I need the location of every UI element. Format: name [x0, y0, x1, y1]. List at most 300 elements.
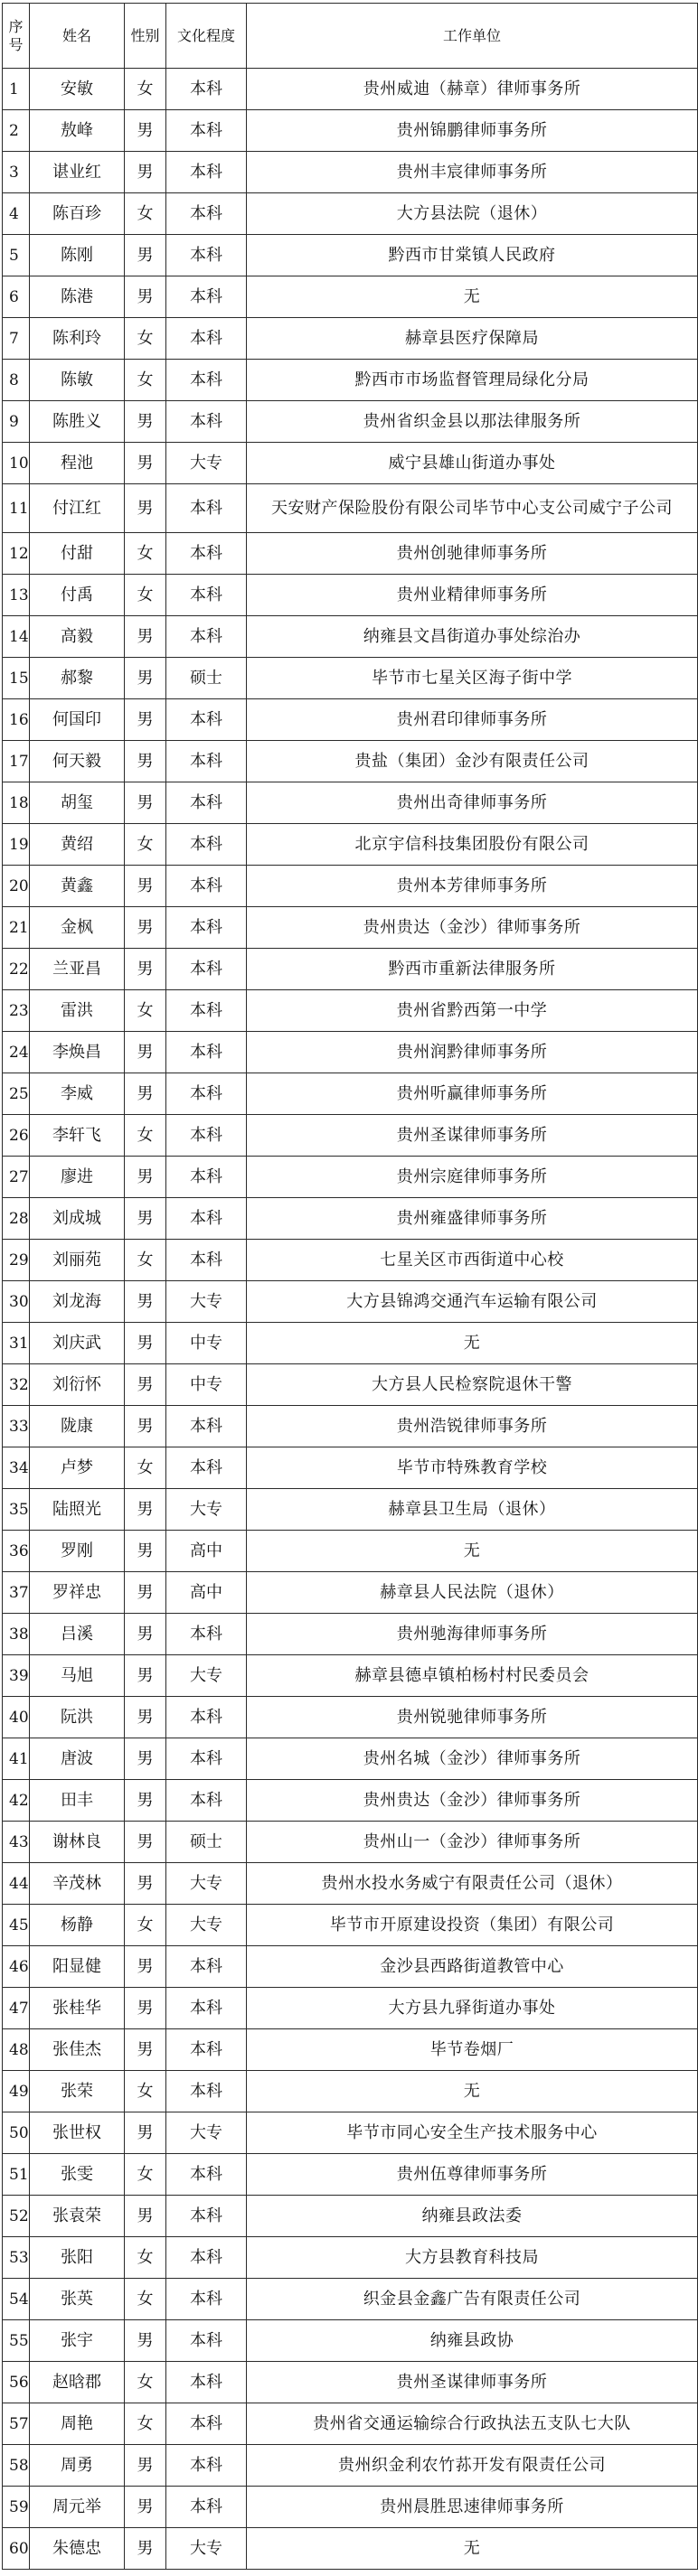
cell-no: 45	[3, 1905, 30, 1946]
cell-no: 20	[3, 866, 30, 907]
cell-employer: 贵州驰海律师事务所	[247, 1614, 698, 1655]
table-row	[3, 2196, 698, 2237]
table-row	[3, 360, 698, 401]
cell-no: 49	[3, 2071, 30, 2112]
cell-education: 本科	[166, 2320, 247, 2362]
cell-no: 41	[3, 1738, 30, 1780]
cell-gender: 男	[125, 2445, 166, 2487]
cell-gender: 男	[125, 1489, 166, 1531]
cell-name: 阳显健	[30, 1946, 125, 1988]
cell-no: 53	[3, 2237, 30, 2279]
cell-gender: 男	[125, 658, 166, 699]
cell-employer: 纳雍县政协	[247, 2320, 698, 2362]
cell-no: 14	[3, 616, 30, 658]
cell-name: 刘成城	[30, 1198, 125, 1240]
cell-education: 本科	[166, 824, 247, 866]
cell-no: 47	[3, 1988, 30, 2029]
cell-gender: 男	[125, 1364, 166, 1406]
cell-name: 刘庆武	[30, 1323, 125, 1364]
cell-no: 9	[3, 401, 30, 443]
cell-employer: 黔西市市场监督管理局绿化分局	[247, 360, 698, 401]
cell-education: 大专	[166, 1905, 247, 1946]
cell-gender: 男	[125, 1073, 166, 1115]
cell-gender: 女	[125, 360, 166, 401]
cell-no: 27	[3, 1157, 30, 1198]
cell-employer: 贵州出奇律师事务所	[247, 782, 698, 824]
cell-gender: 男	[125, 1281, 166, 1323]
cell-education: 本科	[166, 1988, 247, 2029]
cell-name: 张阳	[30, 2237, 125, 2279]
cell-name: 阮洪	[30, 1697, 125, 1738]
cell-name: 罗祥忠	[30, 1572, 125, 1614]
cell-employer: 毕节卷烟厂	[247, 2029, 698, 2071]
cell-employer: 毕节市七星关区海子街中学	[247, 658, 698, 699]
cell-name: 陈敏	[30, 360, 125, 401]
cell-no: 44	[3, 1863, 30, 1905]
cell-gender: 女	[125, 1240, 166, 1281]
cell-gender: 男	[125, 401, 166, 443]
cell-name: 张宇	[30, 2320, 125, 2362]
cell-no: 10	[3, 443, 30, 484]
table-row	[3, 2528, 698, 2570]
cell-no: 50	[3, 2112, 30, 2154]
cell-gender: 男	[125, 1988, 166, 2029]
cell-name: 黄鑫	[30, 866, 125, 907]
cell-no: 51	[3, 2154, 30, 2196]
cell-no: 30	[3, 1281, 30, 1323]
cell-employer: 贵州圣谋律师事务所	[247, 2362, 698, 2403]
cell-name: 周元举	[30, 2487, 125, 2528]
cell-employer: 纳雍县政法委	[247, 2196, 698, 2237]
cell-education: 本科	[166, 2237, 247, 2279]
cell-gender: 男	[125, 2528, 166, 2570]
cell-no: 28	[3, 1198, 30, 1240]
cell-name: 唐波	[30, 1738, 125, 1780]
cell-name: 李焕昌	[30, 1032, 125, 1073]
cell-education: 本科	[166, 1780, 247, 1822]
cell-no: 31	[3, 1323, 30, 1364]
cell-gender: 男	[125, 782, 166, 824]
cell-employer: 贵州听赢律师事务所	[247, 1073, 698, 1115]
cell-gender: 男	[125, 1032, 166, 1073]
cell-education: 本科	[166, 1032, 247, 1073]
cell-employer: 贵州圣谋律师事务所	[247, 1115, 698, 1157]
cell-no: 36	[3, 1531, 30, 1572]
cell-name: 李轩飞	[30, 1115, 125, 1157]
table-row	[3, 110, 698, 152]
cell-name: 张桂华	[30, 1988, 125, 2029]
table-body	[3, 69, 698, 2570]
cell-employer: 赫章县德卓镇柏杨村村民委员会	[247, 1655, 698, 1697]
cell-no: 26	[3, 1115, 30, 1157]
cell-no: 43	[3, 1822, 30, 1863]
cell-gender: 女	[125, 1905, 166, 1946]
cell-gender: 男	[125, 949, 166, 990]
cell-gender: 女	[125, 2403, 166, 2445]
cell-no: 25	[3, 1073, 30, 1115]
cell-no: 23	[3, 990, 30, 1032]
cell-no: 2	[3, 110, 30, 152]
cell-name: 吕溪	[30, 1614, 125, 1655]
cell-name: 刘丽苑	[30, 1240, 125, 1281]
cell-name: 高毅	[30, 616, 125, 658]
cell-gender: 男	[125, 866, 166, 907]
cell-employer: 贵州织金利农竹荪开发有限责任公司	[247, 2445, 698, 2487]
cell-no: 7	[3, 318, 30, 360]
cell-name: 张袁荣	[30, 2196, 125, 2237]
cell-no: 18	[3, 782, 30, 824]
cell-gender: 女	[125, 318, 166, 360]
table-row	[3, 699, 698, 741]
table-row	[3, 193, 698, 235]
cell-no: 17	[3, 741, 30, 782]
table-row	[3, 1198, 698, 1240]
cell-education: 本科	[166, 1115, 247, 1157]
cell-name: 朱德忠	[30, 2528, 125, 2570]
cell-gender: 男	[125, 1572, 166, 1614]
cell-employer: 毕节市特殊教育学校	[247, 1447, 698, 1489]
cell-name: 敖峰	[30, 110, 125, 152]
cell-employer: 赫章县人民法院（退休）	[247, 1572, 698, 1614]
cell-employer: 贵州本芳律师事务所	[247, 866, 698, 907]
table-row	[3, 658, 698, 699]
cell-education: 本科	[166, 69, 247, 110]
cell-gender: 女	[125, 1447, 166, 1489]
cell-no: 60	[3, 2528, 30, 2570]
cell-name: 程池	[30, 443, 125, 484]
cell-name: 付甜	[30, 533, 125, 575]
header-row	[3, 4, 698, 69]
cell-name: 田丰	[30, 1780, 125, 1822]
cell-no: 3	[3, 152, 30, 193]
header-name: 姓名	[30, 4, 125, 69]
table-row	[3, 2362, 698, 2403]
cell-employer: 无	[247, 2071, 698, 2112]
table-row	[3, 1614, 698, 1655]
cell-name: 陈刚	[30, 235, 125, 276]
cell-gender: 男	[125, 1863, 166, 1905]
cell-no: 1	[3, 69, 30, 110]
cell-employer: 大方县教育科技局	[247, 2237, 698, 2279]
table-row	[3, 1364, 698, 1406]
cell-education: 本科	[166, 2279, 247, 2320]
table-row	[3, 1281, 698, 1323]
cell-name: 郝黎	[30, 658, 125, 699]
cell-name: 陈利玲	[30, 318, 125, 360]
cell-no: 37	[3, 1572, 30, 1614]
cell-gender: 女	[125, 575, 166, 616]
cell-no: 32	[3, 1364, 30, 1406]
cell-education: 中专	[166, 1364, 247, 1406]
cell-education: 本科	[166, 110, 247, 152]
cell-gender: 男	[125, 1157, 166, 1198]
cell-education: 本科	[166, 1073, 247, 1115]
table-row	[3, 741, 698, 782]
cell-name: 马旭	[30, 1655, 125, 1697]
cell-name: 谢林良	[30, 1822, 125, 1863]
cell-no: 4	[3, 193, 30, 235]
cell-no: 48	[3, 2029, 30, 2071]
cell-no: 21	[3, 907, 30, 949]
table-row	[3, 484, 698, 533]
cell-education: 硕士	[166, 658, 247, 699]
cell-education: 本科	[166, 152, 247, 193]
cell-gender: 男	[125, 2196, 166, 2237]
cell-gender: 男	[125, 276, 166, 318]
cell-employer: 北京宇信科技集团股份有限公司	[247, 824, 698, 866]
cell-gender: 男	[125, 741, 166, 782]
cell-education: 本科	[166, 2445, 247, 2487]
cell-employer: 贵州锦鹏律师事务所	[247, 110, 698, 152]
cell-education: 本科	[166, 235, 247, 276]
table-row	[3, 1946, 698, 1988]
cell-employer: 无	[247, 1323, 698, 1364]
cell-name: 安敏	[30, 69, 125, 110]
cell-employer: 无	[247, 276, 698, 318]
cell-employer: 贵州省黔西第一中学	[247, 990, 698, 1032]
cell-name: 赵晗郡	[30, 2362, 125, 2403]
table-row	[3, 990, 698, 1032]
cell-name: 陈百珍	[30, 193, 125, 235]
cell-no: 54	[3, 2279, 30, 2320]
cell-gender: 女	[125, 2279, 166, 2320]
cell-no: 34	[3, 1447, 30, 1489]
cell-name: 张佳杰	[30, 2029, 125, 2071]
cell-employer: 大方县人民检察院退休干警	[247, 1364, 698, 1406]
cell-gender: 女	[125, 990, 166, 1032]
cell-name: 胡玺	[30, 782, 125, 824]
table-row	[3, 1406, 698, 1447]
cell-name: 张世权	[30, 2112, 125, 2154]
cell-employer: 贵州水投水务威宁有限责任公司（退休）	[247, 1863, 698, 1905]
cell-employer: 贵州创驰律师事务所	[247, 533, 698, 575]
cell-name: 何天毅	[30, 741, 125, 782]
cell-employer: 威宁县雄山街道办事处	[247, 443, 698, 484]
cell-education: 本科	[166, 193, 247, 235]
cell-education: 硕士	[166, 1822, 247, 1863]
cell-no: 13	[3, 575, 30, 616]
cell-education: 本科	[166, 2029, 247, 2071]
cell-education: 本科	[166, 1447, 247, 1489]
cell-no: 22	[3, 949, 30, 990]
cell-education: 本科	[166, 990, 247, 1032]
cell-education: 本科	[166, 1406, 247, 1447]
cell-education: 本科	[166, 616, 247, 658]
table-row	[3, 318, 698, 360]
cell-employer: 大方县九驿街道办事处	[247, 1988, 698, 2029]
cell-employer: 贵州丰宸律师事务所	[247, 152, 698, 193]
cell-education: 大专	[166, 443, 247, 484]
table-row	[3, 1988, 698, 2029]
cell-no: 8	[3, 360, 30, 401]
cell-name: 辛茂林	[30, 1863, 125, 1905]
table-row	[3, 1905, 698, 1946]
cell-education: 本科	[166, 401, 247, 443]
cell-employer: 贵州宗庭律师事务所	[247, 1157, 698, 1198]
cell-gender: 男	[125, 443, 166, 484]
cell-education: 本科	[166, 484, 247, 533]
table-row	[3, 1531, 698, 1572]
cell-employer: 大方县法院（退休）	[247, 193, 698, 235]
cell-education: 本科	[166, 1946, 247, 1988]
table-row	[3, 824, 698, 866]
table-row	[3, 1863, 698, 1905]
cell-employer: 贵盐（集团）金沙有限责任公司	[247, 741, 698, 782]
cell-education: 本科	[166, 1697, 247, 1738]
cell-education: 本科	[166, 2403, 247, 2445]
cell-no: 57	[3, 2403, 30, 2445]
cell-name: 周艳	[30, 2403, 125, 2445]
cell-gender: 女	[125, 2154, 166, 2196]
cell-no: 40	[3, 1697, 30, 1738]
cell-no: 55	[3, 2320, 30, 2362]
table-row	[3, 533, 698, 575]
cell-no: 12	[3, 533, 30, 575]
cell-gender: 男	[125, 152, 166, 193]
cell-employer: 织金县金鑫广告有限责任公司	[247, 2279, 698, 2320]
cell-name: 刘龙海	[30, 1281, 125, 1323]
cell-education: 大专	[166, 1489, 247, 1531]
cell-name: 张雯	[30, 2154, 125, 2196]
table-row	[3, 1115, 698, 1157]
cell-no: 52	[3, 2196, 30, 2237]
cell-gender: 男	[125, 484, 166, 533]
cell-gender: 女	[125, 2362, 166, 2403]
table-row	[3, 2071, 698, 2112]
cell-gender: 男	[125, 2487, 166, 2528]
cell-employer: 无	[247, 1531, 698, 1572]
cell-education: 本科	[166, 741, 247, 782]
cell-gender: 男	[125, 1822, 166, 1863]
cell-gender: 男	[125, 1946, 166, 1988]
cell-name: 张英	[30, 2279, 125, 2320]
table-row	[3, 2237, 698, 2279]
cell-employer: 贵州省交通运输综合行政执法五支队七大队	[247, 2403, 698, 2445]
cell-gender: 男	[125, 110, 166, 152]
cell-education: 大专	[166, 1863, 247, 1905]
table-row	[3, 907, 698, 949]
cell-employer: 大方县锦鸿交通汽车运输有限公司	[247, 1281, 698, 1323]
cell-no: 58	[3, 2445, 30, 2487]
table-row	[3, 782, 698, 824]
cell-no: 39	[3, 1655, 30, 1697]
cell-name: 付江红	[30, 484, 125, 533]
cell-employer: 贵州伍尊律师事务所	[247, 2154, 698, 2196]
cell-employer: 纳雍县文昌街道办事处综治办	[247, 616, 698, 658]
table-row	[3, 2029, 698, 2071]
cell-employer: 赫章县卫生局（退休）	[247, 1489, 698, 1531]
table-row	[3, 2487, 698, 2528]
cell-education: 大专	[166, 2528, 247, 2570]
cell-education: 大专	[166, 1281, 247, 1323]
cell-gender: 男	[125, 1323, 166, 1364]
cell-gender: 女	[125, 533, 166, 575]
cell-gender: 女	[125, 2237, 166, 2279]
cell-employer: 贵州锐驰律师事务所	[247, 1697, 698, 1738]
table-row	[3, 401, 698, 443]
cell-name: 卢梦	[30, 1447, 125, 1489]
table-row	[3, 1655, 698, 1697]
table-row	[3, 575, 698, 616]
cell-employer: 黔西市重新法律服务所	[247, 949, 698, 990]
cell-employer: 贵州山一（金沙）律师事务所	[247, 1822, 698, 1863]
table-row	[3, 69, 698, 110]
cell-education: 本科	[166, 533, 247, 575]
table-row	[3, 1489, 698, 1531]
cell-employer: 贵州君印律师事务所	[247, 699, 698, 741]
table-row	[3, 1073, 698, 1115]
table-row	[3, 1697, 698, 1738]
cell-gender: 女	[125, 193, 166, 235]
cell-name: 金枫	[30, 907, 125, 949]
header-employer: 工作单位	[247, 4, 698, 69]
cell-name: 何国印	[30, 699, 125, 741]
cell-education: 本科	[166, 2362, 247, 2403]
cell-education: 本科	[166, 276, 247, 318]
cell-name: 罗刚	[30, 1531, 125, 1572]
cell-gender: 男	[125, 235, 166, 276]
cell-gender: 男	[125, 1780, 166, 1822]
cell-education: 本科	[166, 2196, 247, 2237]
table-row	[3, 1032, 698, 1073]
cell-education: 本科	[166, 318, 247, 360]
cell-education: 大专	[166, 1655, 247, 1697]
table-row	[3, 949, 698, 990]
table-row	[3, 1572, 698, 1614]
cell-education: 本科	[166, 360, 247, 401]
table-row	[3, 2403, 698, 2445]
cell-no: 29	[3, 1240, 30, 1281]
cell-gender: 男	[125, 1655, 166, 1697]
table-row	[3, 276, 698, 318]
cell-no: 46	[3, 1946, 30, 1988]
cell-employer: 贵州贵达（金沙）律师事务所	[247, 907, 698, 949]
table-row	[3, 2154, 698, 2196]
cell-no: 16	[3, 699, 30, 741]
cell-name: 陈港	[30, 276, 125, 318]
cell-gender: 男	[125, 2320, 166, 2362]
cell-no: 42	[3, 1780, 30, 1822]
cell-employer: 黔西市甘棠镇人民政府	[247, 235, 698, 276]
cell-education: 本科	[166, 2154, 247, 2196]
cell-name: 雷洪	[30, 990, 125, 1032]
cell-name: 兰亚昌	[30, 949, 125, 990]
table-row	[3, 1240, 698, 1281]
cell-no: 35	[3, 1489, 30, 1531]
cell-education: 本科	[166, 1157, 247, 1198]
cell-employer: 贵州贵达（金沙）律师事务所	[247, 1780, 698, 1822]
cell-employer: 贵州浩锐律师事务所	[247, 1406, 698, 1447]
cell-name: 付禹	[30, 575, 125, 616]
table-header	[3, 4, 698, 69]
cell-education: 本科	[166, 2071, 247, 2112]
cell-employer: 无	[247, 2528, 698, 2570]
cell-education: 本科	[166, 1240, 247, 1281]
cell-no: 11	[3, 484, 30, 533]
cell-employer: 贵州雍盛律师事务所	[247, 1198, 698, 1240]
cell-no: 5	[3, 235, 30, 276]
cell-employer: 贵州业精律师事务所	[247, 575, 698, 616]
cell-gender: 男	[125, 1697, 166, 1738]
table-row	[3, 1157, 698, 1198]
cell-gender: 男	[125, 1614, 166, 1655]
cell-gender: 男	[125, 907, 166, 949]
cell-name: 廖进	[30, 1157, 125, 1198]
cell-employer: 天安财产保险股份有限公司毕节中心支公司威宁子公司	[247, 484, 698, 533]
cell-employer: 七星关区市西街道中心校	[247, 1240, 698, 1281]
cell-no: 59	[3, 2487, 30, 2528]
cell-education: 本科	[166, 782, 247, 824]
